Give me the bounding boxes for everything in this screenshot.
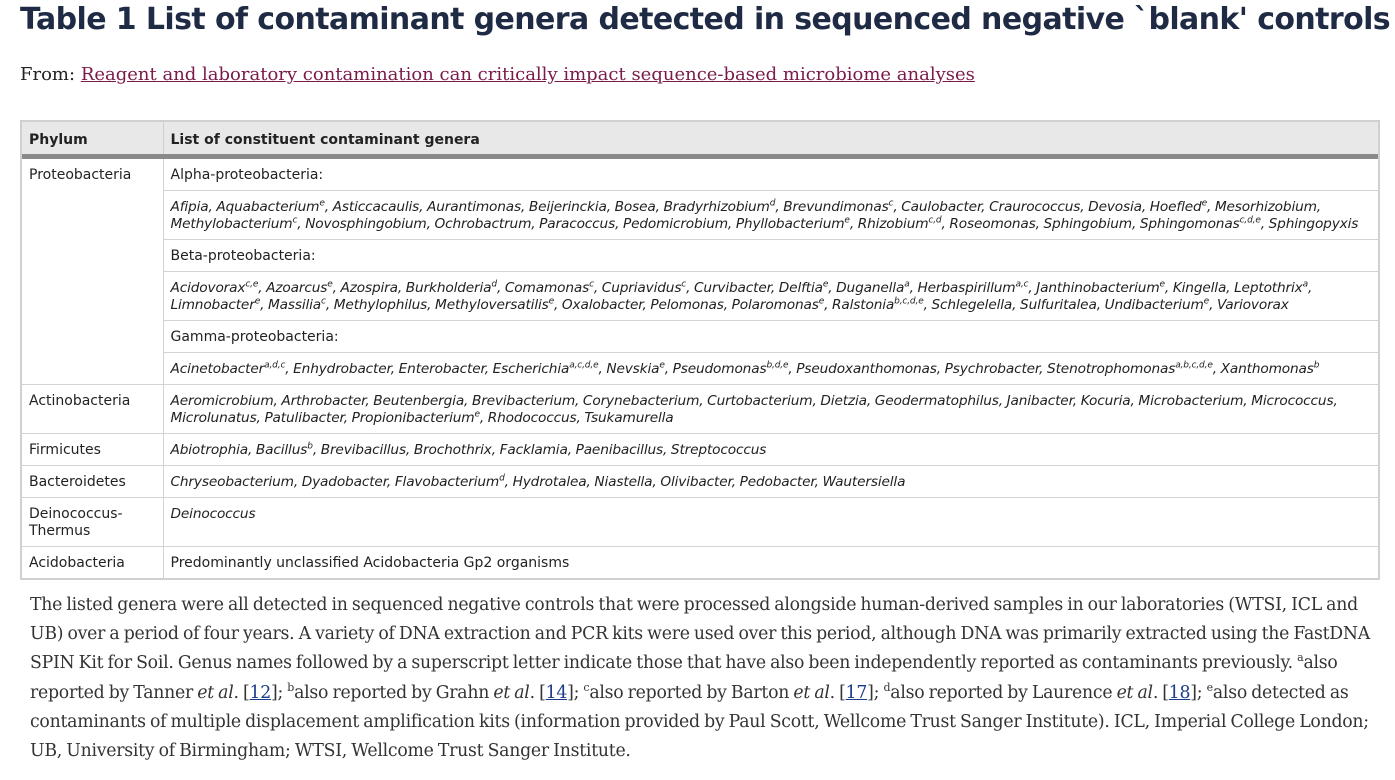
ref-link[interactable]: 14 [545,682,568,703]
genera-cell: Aeromicrobium, Arthrobacter, Beutenbergia, Brevibacterium, Corynebacterium, Curtobacterium, Dietzia, Geodermatophilus, Janibacter, Kocuria, Microbacterium, Micrococcus, Microlunatus, Patulibacter, Propionibacterium$^e$, Rhodococcus, Tsukamurella [163,385,1378,434]
footnote-intro: The listed genera were all detected in sequenced negative controls that were processed alongside human-derived samples in our laboratories (WTSI, ICL and UB) over a period of four years. A variety of DNA extraction and PCR kits were used over this period, although DNA was primarily extracted using the FastDNA SPIN Kit for Soil. Genus names followed by a superscript letter indicate those that have also been independently reported as contaminants previously. [30,595,1371,674]
subgroup-label: Gamma-proteobacteria: [163,321,1378,353]
footnote-c: also reported by Barton [589,682,790,703]
genera-cell: Acinetobacter$^{a,d,c}$, Enhydrobacter, Enterobacter, Escherichia$^{a,c,d,e}$, Nevskia$^e$, Pseudomonas$^{b,d,e}$, Pseudoxanthomonas, Psychrobacter, Stenotrophomonas$^{a,b,c,d,e}$, Xanthomonas$^b$ [163,353,1378,385]
table-row [22,353,1378,385]
source-line [20,64,975,85]
table-row [22,385,1378,434]
from-label: From: [20,64,76,85]
table-row [22,191,1378,240]
page-title: Table 1 List of contaminant genera detected in sequenced negative `blank' controls [20,2,1391,37]
table-row [22,466,1378,498]
phylum-cell: Actinobacteria [22,385,163,434]
phylum-cell: Deinococcus-Thermus [22,498,163,547]
table-row [22,240,1378,272]
ref-link[interactable]: 18 [1168,682,1191,703]
contaminant-table-grid [22,122,1378,578]
subgroup-label: Alpha-proteobacteria: [163,157,1378,191]
genera-cell: Predominantly unclassified Acidobacteria Gp2 organisms [170,555,570,571]
footnote-b: also reported by Grahn [294,682,490,703]
genera-cell: Chryseobacterium, Dyadobacter, Flavobacterium$^d$, Hydrotalea, Niastella, Olivibacter, Pedobacter, Wautersiella [163,466,1378,498]
column-header-genera: List of constituent contaminant genera [163,122,1378,157]
genera-cell: Abiotrophia, Bacillus$^b$, Brevibacillus, Brochothrix, Facklamia, Paenibacillus, Streptococcus [163,434,1378,466]
footnote-e: also detected as contaminants of multiple displacement amplification kits (information provided by Paul Scott, Wellcome Trust Sanger Institute). ICL, Imperial College London; UB, University of Birmingham; WTSI, Wellcome Trust Sanger Institute. [30,682,1369,762]
genera-cell: Deinococcus [163,498,1378,547]
phylum-cell: Acidobacteria [22,547,163,579]
table-row [22,498,1378,547]
table-row [22,547,1378,579]
article-link[interactable]: Reagent and laboratory contamination can critically impact sequence-based microbiome analyses [80,64,975,85]
table-row [22,434,1378,466]
subgroup-label: Beta-proteobacteria: [163,240,1378,272]
phylum-cell: Bacteroidetes [22,466,163,498]
footnote-a: also reported by Tanner [30,653,1338,703]
table-row [22,321,1378,353]
contaminant-table [20,120,1380,580]
table-header-row [22,122,1378,157]
genera-cell: Afipia, Aquabacterium$^e$, Asticcacaulis, Aurantimonas, Beijerinckia, Bosea, Bradyrhizobium$^d$, Brevundimonas$^c$, Caulobacter, Craurococcus, Devosia, Hoefled$^e$, Mesorhizobium, Methylobacterium$^c$, Novosphingobium, Ochrobactrum, Paracoccus, Pedomicrobium, Phyllobacterium$^e$, Rhizobium$^{c,d}$, Roseomonas, Sphingobium, Sphingomonas$^{c,d,e}$, Sphingopyxis [163,191,1378,240]
phylum-cell: Proteobacteria [22,157,163,385]
table-footnote: The listed genera were all detected in sequenced negative controls that were processed alongside human-derived samples in our laboratories (WTSI, ICL and UB) over a period of four years. A variety of DNA extraction and PCR kits were used over this period, although DNA was primarily extracted using the FastDNA SPIN Kit for Soil. Genus names followed by a superscript letter indicate those that have also been independently reported as contaminants previously. $^a$also reported by Tanner et al. [12]; $^b$also reported by Grahn et al. [14]; $^c$also reported by Barton et al. [17]; $^d$also reported by Laurence et al. [18]; $^e$also detected as contaminants of multiple displacement amplification kits (information provided by Paul Scott, Wellcome Trust Sanger Institute). ICL, Imperial College London; UB, University of Birmingham; WTSI, Wellcome Trust Sanger Institute. [30,595,1371,762]
table-row [22,157,1378,191]
genera-cell: Acidovorax$^{c,e}$, Azoarcus$^e$, Azospira, Burkholderia$^d$, Comamonas$^c$, Cupriavidus$^c$, Curvibacter, Delftia$^e$, Duganella$^a$, Herbaspirillum$^{a,c}$, Janthinobacterium$^e$, Kingella, Leptothrix$^a$, Limnobacter$^e$, Massilia$^c$, Methylophilus, Methyloversatilis$^e$, Oxalobacter, Pelomonas, Polaromonas$^e$, Ralstonia$^{b,c,d,e}$, Schlegelella, Sulfuritalea, Undibacterium$^e$, Variovorax [163,272,1378,321]
column-header-phylum: Phylum [22,122,163,157]
table-row [22,272,1378,321]
ref-link[interactable]: 17 [845,682,868,703]
phylum-cell: Firmicutes [22,434,163,466]
footnote-d: also reported by Laurence [890,682,1113,703]
ref-link[interactable]: 12 [249,682,271,703]
